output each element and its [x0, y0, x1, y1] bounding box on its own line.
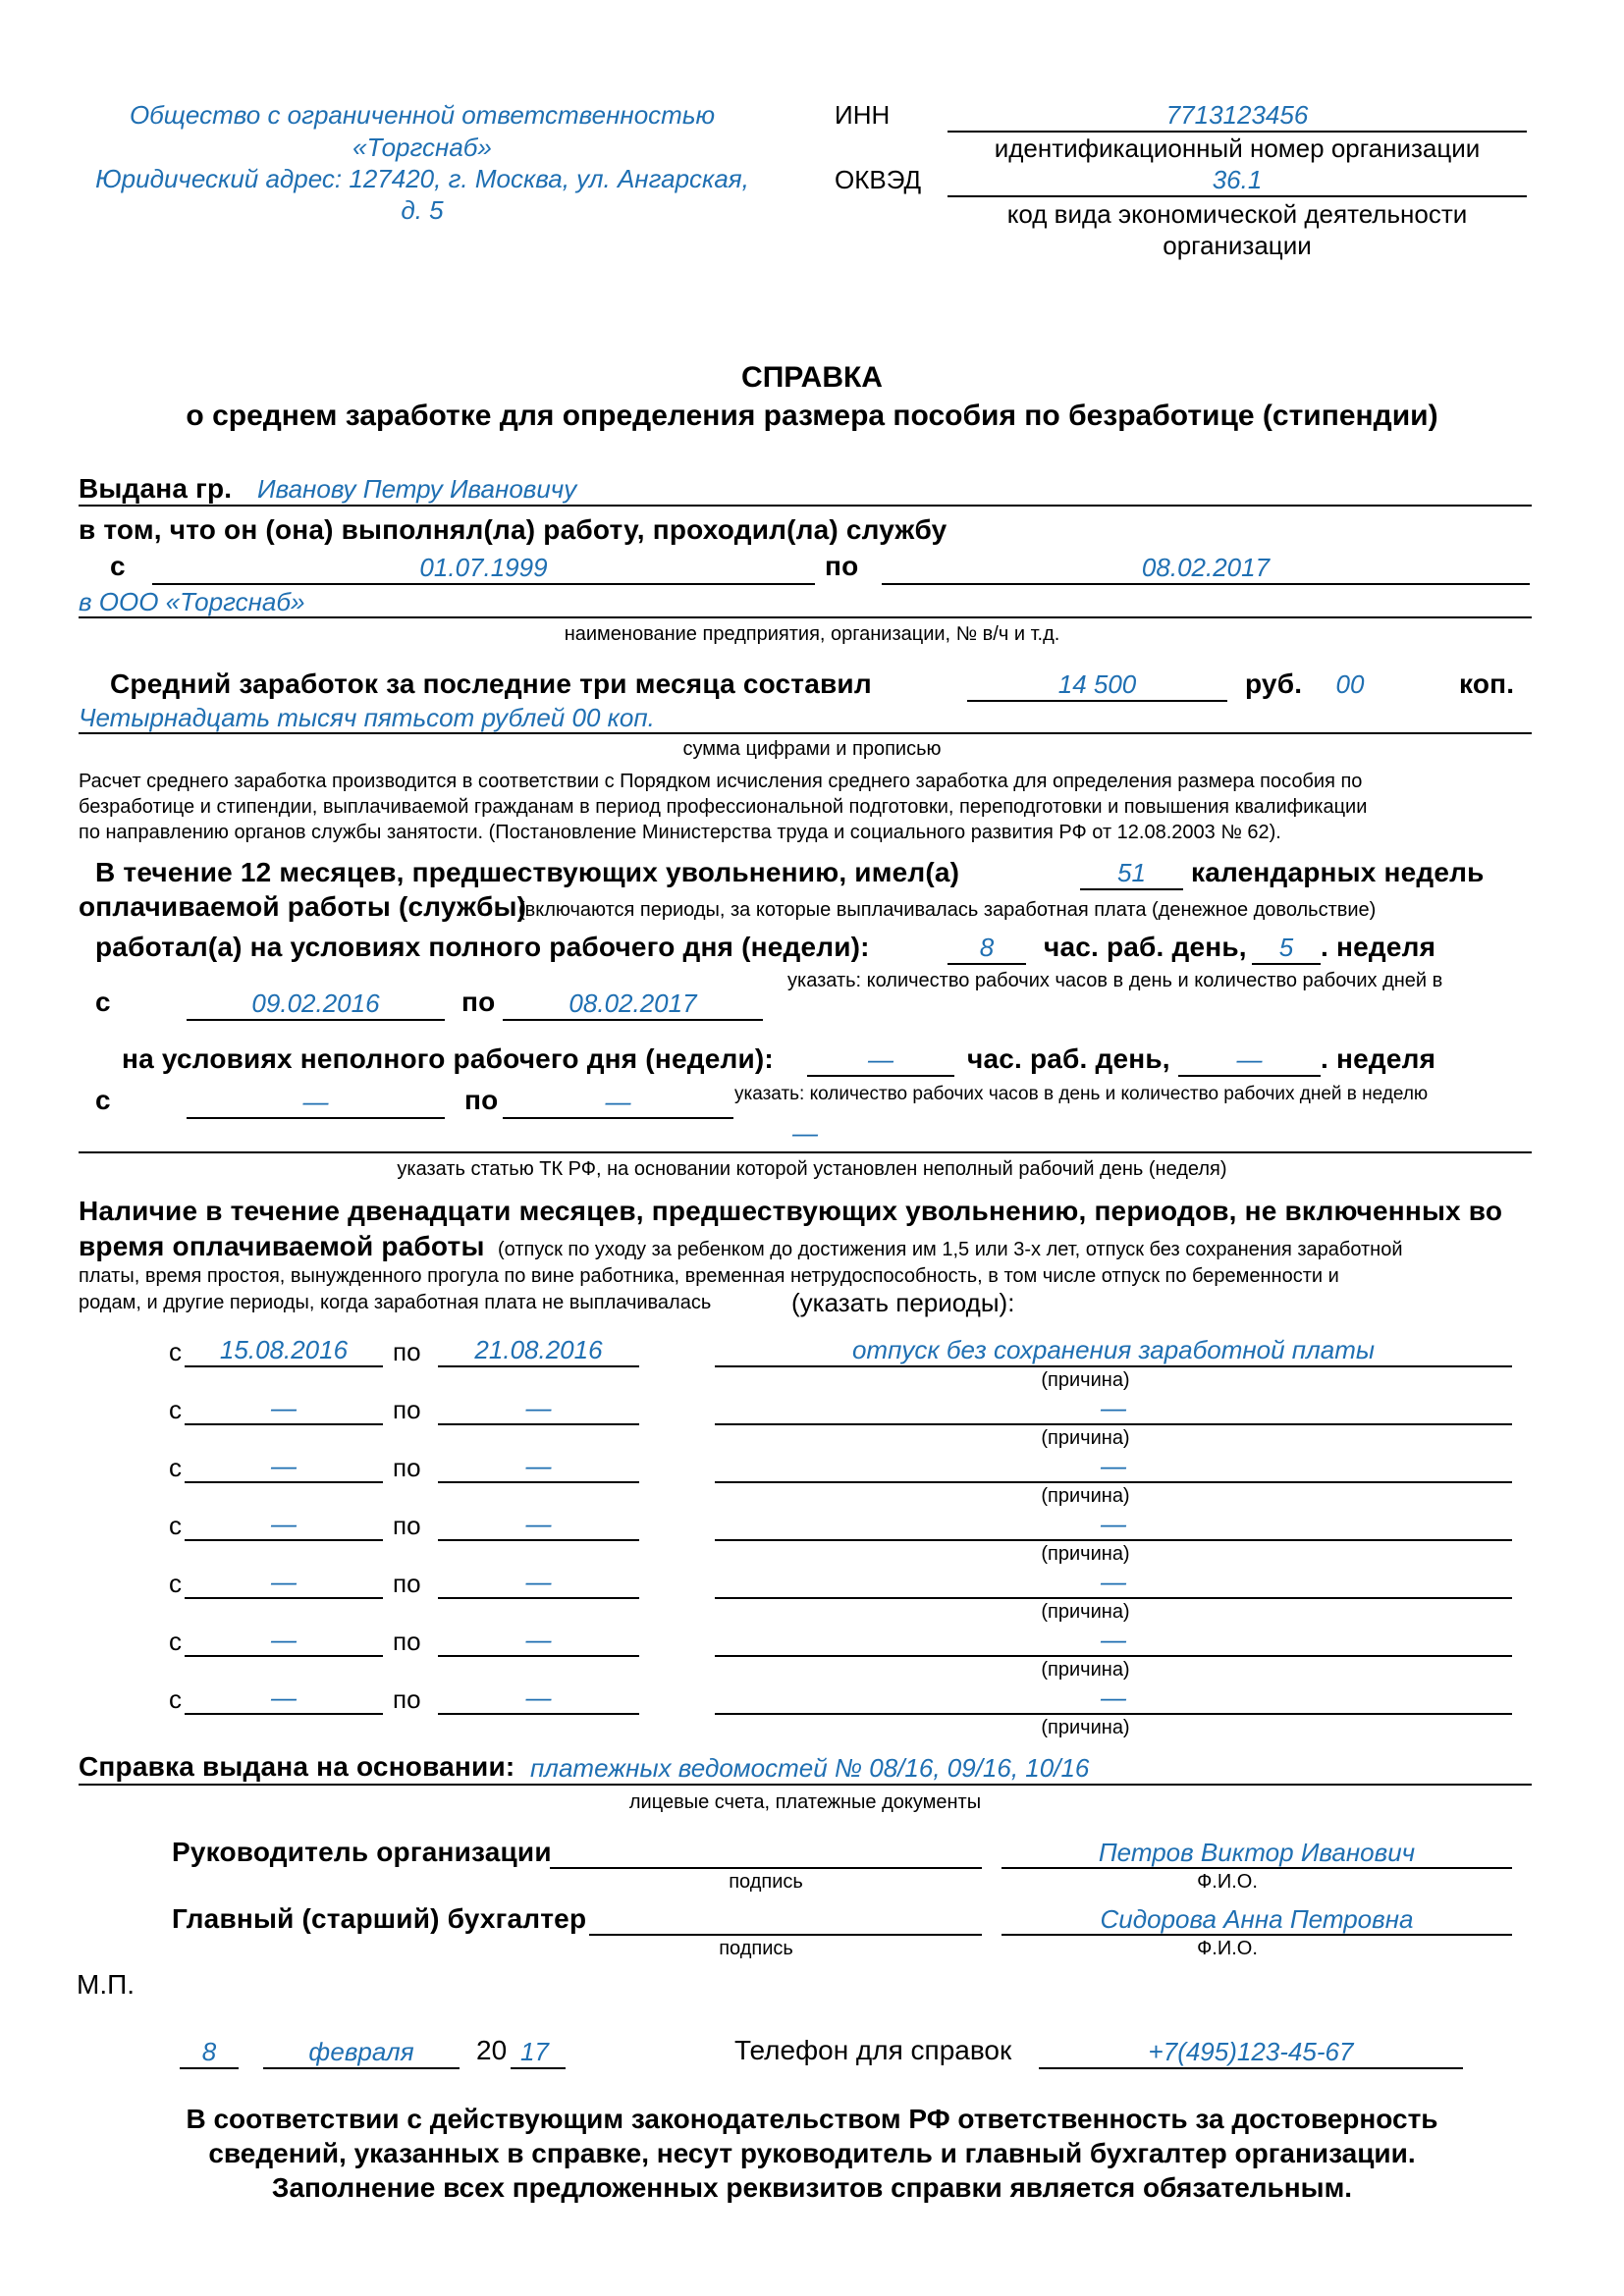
weeks-label: календарных недель [1191, 857, 1485, 887]
excluded-row-to[interactable]: — [525, 1451, 552, 1480]
excluded-row-to[interactable]: — [525, 1509, 552, 1538]
excluded-row-from-underline [185, 1655, 383, 1657]
calc-note-line2: безработице и стипендии, выплачиваемой гражданам в период профессиональной подготовки, переподготовки и повышения квалификации [79, 796, 1368, 818]
excluded-text4-large: (указать периоды): [791, 1288, 1015, 1317]
employee-name[interactable]: Иванову Петру Ивановичу [257, 474, 577, 504]
excluded-row-to-underline [438, 1423, 639, 1425]
period12-text2-note: (включаются периоды, за которые выплачивалась заработная плата (денежное довольствие) [518, 899, 1377, 921]
excluded-row-from[interactable]: — [271, 1451, 297, 1480]
excluded-text4: родам, и другие периоды, когда заработная плата не выплачивалась [79, 1292, 712, 1313]
date-year-prefix: 20 [476, 2035, 508, 2065]
excluded-row-reason-caption: (причина) [1041, 1369, 1130, 1391]
work-from-label: с [110, 551, 126, 581]
date-year-underline [511, 2067, 566, 2069]
workplace-name[interactable]: в ООО «Торгснаб» [79, 587, 305, 616]
full-from-underline [187, 1019, 445, 1021]
accountant-sign-caption: подпись [719, 1938, 793, 1959]
basis-caption: лицевые счета, платежные документы [628, 1791, 982, 1813]
full-to-date[interactable]: 08.02.2017 [568, 988, 697, 1018]
excluded-row-to-label: по [393, 1453, 421, 1482]
excluded-row-reason-caption: (причина) [1041, 1485, 1130, 1507]
excluded-row-from-underline [185, 1423, 383, 1425]
work-to-underline [882, 583, 1530, 585]
excluded-row-reason-underline [715, 1481, 1512, 1483]
employee-name-underline [79, 505, 1532, 507]
excluded-row-to-label: по [393, 1511, 421, 1540]
phone-value[interactable]: +7(495)123-45-67 [1148, 2037, 1354, 2066]
workplace-underline [79, 616, 1532, 618]
excluded-row-reason-caption: (причина) [1041, 1601, 1130, 1623]
full-time-days-label: . неделя [1321, 932, 1436, 962]
excluded-row-reason-underline [715, 1365, 1512, 1367]
excluded-row-from-label: с [169, 1395, 182, 1424]
earnings-rub-label: руб. [1245, 668, 1303, 699]
excluded-row-reason-underline [715, 1539, 1512, 1541]
work-to-date[interactable]: 08.02.2017 [1141, 553, 1271, 582]
part-time-hours-underline [807, 1075, 954, 1077]
calc-note-line3: по направлению органов службы занятости. (Постановление Министерства труда и социального развития РФ от 12.08.2003 № 62). [79, 822, 1281, 843]
part-to-date[interactable]: — [605, 1087, 631, 1116]
work-from-underline [152, 583, 815, 585]
excluded-row-to-underline [438, 1597, 639, 1599]
inn-label: ИНН [835, 100, 891, 130]
weeks-value[interactable]: 51 [1117, 858, 1146, 887]
excluded-row-reason-caption: (причина) [1041, 1659, 1130, 1681]
earnings-rub-underline [967, 700, 1227, 702]
excluded-row-from-label: с [169, 1453, 182, 1482]
part-to-underline [503, 1117, 733, 1119]
part-time-hint: указать: количество рабочих часов в день и количество рабочих дней в неделю [734, 1084, 1429, 1104]
excluded-row-from-label: с [169, 1684, 182, 1714]
part-from-underline [187, 1117, 445, 1119]
date-month-underline [263, 2067, 460, 2069]
inn-caption: идентификационный номер организации [994, 133, 1481, 163]
excluded-row-reason[interactable]: отпуск без сохранения заработной платы [851, 1335, 1376, 1364]
excluded-row-reason-caption: (причина) [1041, 1543, 1130, 1565]
part-time-article-underline [79, 1151, 1532, 1153]
earnings-kop-value[interactable]: 00 [1335, 669, 1365, 699]
excluded-row-to-label: по [393, 1627, 421, 1656]
excluded-row-from[interactable]: — [271, 1393, 297, 1422]
okved-caption1: код вида экономической деятельности [1006, 199, 1468, 229]
work-from-date[interactable]: 01.07.1999 [419, 553, 548, 582]
basis-underline [79, 1784, 1532, 1786]
excluded-row-reason[interactable]: — [1101, 1393, 1126, 1422]
full-from-label: с [95, 987, 111, 1017]
excluded-row-from-underline [185, 1713, 383, 1715]
excluded-row-to-underline [438, 1539, 639, 1541]
work-text: в том, что он (она) выполнял(ла) работу, проходил(ла) службу [79, 514, 947, 545]
period12-text1: В течение 12 месяцев, предшествующих увольнению, имел(а) [95, 857, 960, 887]
part-time-hours-label: час. раб. день, [967, 1043, 1170, 1074]
accountant-name-underline [1001, 1934, 1512, 1936]
page-subtitle: о среднем заработке для определения размера пособия по безработице (стипендии) [186, 400, 1438, 432]
excluded-row-to-label: по [393, 1337, 421, 1366]
excluded-row-from-label: с [169, 1337, 182, 1366]
period12-text2: оплачиваемой работы (службы) [79, 891, 527, 922]
date-day-underline [180, 2067, 239, 2069]
excluded-row-from-underline [185, 1365, 383, 1367]
weeks-underline [1080, 888, 1183, 890]
excluded-row-reason-caption: (причина) [1041, 1427, 1130, 1449]
excluded-row-from[interactable]: 15.08.2016 [219, 1335, 349, 1364]
excluded-row-to[interactable]: 21.08.2016 [474, 1335, 603, 1364]
okved-label: ОКВЭД [835, 165, 922, 194]
date-month[interactable]: февраля [308, 2037, 414, 2066]
full-to-label: по [461, 987, 496, 1017]
full-time-hours-label: час. раб. день, [1044, 932, 1247, 962]
head-name[interactable]: Петров Виктор Иванович [1098, 1838, 1416, 1867]
excluded-row-to-label: по [393, 1684, 421, 1714]
full-time-days-underline [1252, 963, 1321, 965]
excluded-row-to-label: по [393, 1569, 421, 1598]
part-time-days-label: . неделя [1321, 1043, 1436, 1074]
part-time-days-underline [1178, 1075, 1321, 1077]
excluded-row-to[interactable]: — [525, 1567, 552, 1596]
footer-line3: Заполнение всех предложенных реквизитов справки является обязательным. [271, 2172, 1353, 2203]
excluded-row-to-underline [438, 1365, 639, 1367]
part-time-article-caption: указать статью ТК РФ, на основании которой установлен неполный рабочий день (неделя) [397, 1158, 1227, 1180]
excluded-row-reason[interactable]: — [1101, 1682, 1126, 1712]
head-name-underline [1001, 1867, 1512, 1869]
head-sign-caption: подпись [729, 1871, 803, 1893]
excluded-row-from-underline [185, 1597, 383, 1599]
org-name-line1: Общество с ограниченной ответственностью [129, 100, 716, 130]
excluded-row-reason[interactable]: — [1101, 1451, 1126, 1480]
part-time-days[interactable]: — [1236, 1044, 1263, 1074]
footer-line2: сведений, указанных в справке, несут руководитель и главный бухгалтер организации. [208, 2138, 1416, 2168]
date-year-suffix[interactable]: 17 [520, 2037, 549, 2066]
head-signature-line[interactable] [550, 1867, 982, 1869]
excluded-text2-note: (отпуск по уходу за ребенком до достижения им 1,5 или 3-х лет, отпуск без сохранения заработной [498, 1239, 1403, 1260]
phone-label: Телефон для справок [734, 2035, 1012, 2065]
accountant-label: Главный (старший) бухгалтер [172, 1903, 587, 1934]
excluded-row-to-underline [438, 1481, 639, 1483]
part-time-hours[interactable]: — [868, 1044, 893, 1074]
inn-underline [947, 131, 1527, 133]
stamp-place: М.П. [77, 1969, 135, 2000]
excluded-row-from-label: с [169, 1511, 182, 1540]
excluded-row-to[interactable]: — [525, 1682, 552, 1712]
excluded-row-reason-underline [715, 1655, 1512, 1657]
okved-value[interactable]: 36.1 [1212, 165, 1263, 194]
org-address-line1: Юридический адрес: 127420, г. Москва, ул. Ангарская, [95, 164, 749, 193]
work-to-label: по [825, 551, 859, 581]
org-address-line2: д. 5 [401, 195, 444, 225]
excluded-row-from-underline [185, 1539, 383, 1541]
head-label: Руководитель организации [172, 1837, 552, 1867]
part-time-article[interactable]: — [792, 1118, 818, 1148]
excluded-row-to-underline [438, 1713, 639, 1715]
part-from-label: с [95, 1085, 111, 1115]
accountant-signature-line[interactable] [589, 1934, 982, 1936]
excluded-row-reason[interactable]: — [1101, 1509, 1126, 1538]
earnings-words-caption: сумма цифрами и прописью [682, 738, 942, 760]
excluded-row-reason-underline [715, 1713, 1512, 1715]
excluded-row-to-label: по [393, 1395, 421, 1424]
excluded-row-reason[interactable]: — [1101, 1625, 1126, 1654]
excluded-row-from-label: с [169, 1569, 182, 1598]
earnings-kop-label: коп. [1459, 668, 1515, 699]
accountant-name[interactable]: Сидорова Анна Петровна [1100, 1904, 1414, 1934]
excluded-row-from-label: с [169, 1627, 182, 1656]
excluded-row-from-underline [185, 1481, 383, 1483]
excluded-row-to[interactable]: — [525, 1625, 552, 1654]
part-to-label: по [464, 1085, 499, 1115]
excluded-row-reason[interactable]: — [1101, 1567, 1126, 1596]
excluded-row-to[interactable]: — [525, 1393, 552, 1422]
excluded-text2-bold: время оплачиваемой работы [79, 1231, 485, 1261]
calc-note-line1: Расчет среднего заработка производится в соответствии с Порядком исчисления среднего заработка для определения размера пособия по [79, 771, 1363, 792]
okved-caption2: организации [1163, 231, 1312, 260]
page-title: СПРАВКА [741, 361, 883, 394]
excluded-text3: платы, время простоя, вынужденного прогула по вине работника, временная нетрудоспособность, в том числе отпуск по беременности и [79, 1265, 1339, 1287]
head-fio-caption: Ф.И.О. [1197, 1871, 1258, 1893]
earnings-words[interactable]: Четырнадцать тысяч пятьсот рублей 00 коп. [79, 703, 655, 732]
phone-underline [1039, 2067, 1463, 2069]
earnings-label: Средний заработок за последние три месяца составил [110, 668, 872, 699]
full-time-days[interactable]: 5 [1278, 933, 1294, 962]
basis-value[interactable]: платежных ведомостей № 08/16, 09/16, 10/16 [530, 1753, 1090, 1783]
inn-value[interactable]: 7713123456 [1165, 100, 1309, 130]
workplace-caption: наименование предприятия, организации, № в/ч и т.д. [564, 623, 1060, 645]
basis-label: Справка выдана на основании: [79, 1751, 515, 1782]
full-time-hours[interactable]: 8 [979, 933, 995, 962]
excluded-row-from[interactable]: — [271, 1509, 297, 1538]
part-time-label: на условиях неполного рабочего дня (недели): [122, 1043, 774, 1074]
excluded-row-reason-underline [715, 1423, 1512, 1425]
accountant-fio-caption: Ф.И.О. [1197, 1938, 1258, 1959]
excluded-row-to-underline [438, 1655, 639, 1657]
full-to-underline [503, 1019, 763, 1021]
earnings-words-underline [79, 732, 1532, 734]
org-name-line2: «Торгснаб» [352, 133, 492, 162]
excluded-row-from[interactable]: — [271, 1682, 297, 1712]
issued-label: Выдана гр. [79, 473, 233, 504]
excluded-text1: Наличие в течение двенадцати месяцев, предшествующих увольнению, периодов, не включенных во [79, 1196, 1503, 1226]
full-time-hint: указать: количество рабочих часов в день и количество рабочих дней в [787, 970, 1443, 991]
full-from-date[interactable]: 09.02.2016 [251, 988, 380, 1018]
part-from-date[interactable]: — [302, 1087, 329, 1116]
full-time-hours-underline [947, 963, 1026, 965]
excluded-row-from[interactable]: — [271, 1567, 297, 1596]
full-time-label: работал(а) на условиях полного рабочего дня (недели): [95, 932, 870, 962]
excluded-row-reason-underline [715, 1597, 1512, 1599]
okved-underline [947, 195, 1527, 197]
earnings-rub-value[interactable]: 14 500 [1057, 669, 1137, 699]
date-day[interactable]: 8 [201, 2037, 217, 2066]
excluded-row-from[interactable]: — [271, 1625, 297, 1654]
excluded-row-reason-caption: (причина) [1041, 1717, 1130, 1738]
footer-line1: В соответствии с действующим законодательством РФ ответственность за достоверность [186, 2104, 1438, 2134]
